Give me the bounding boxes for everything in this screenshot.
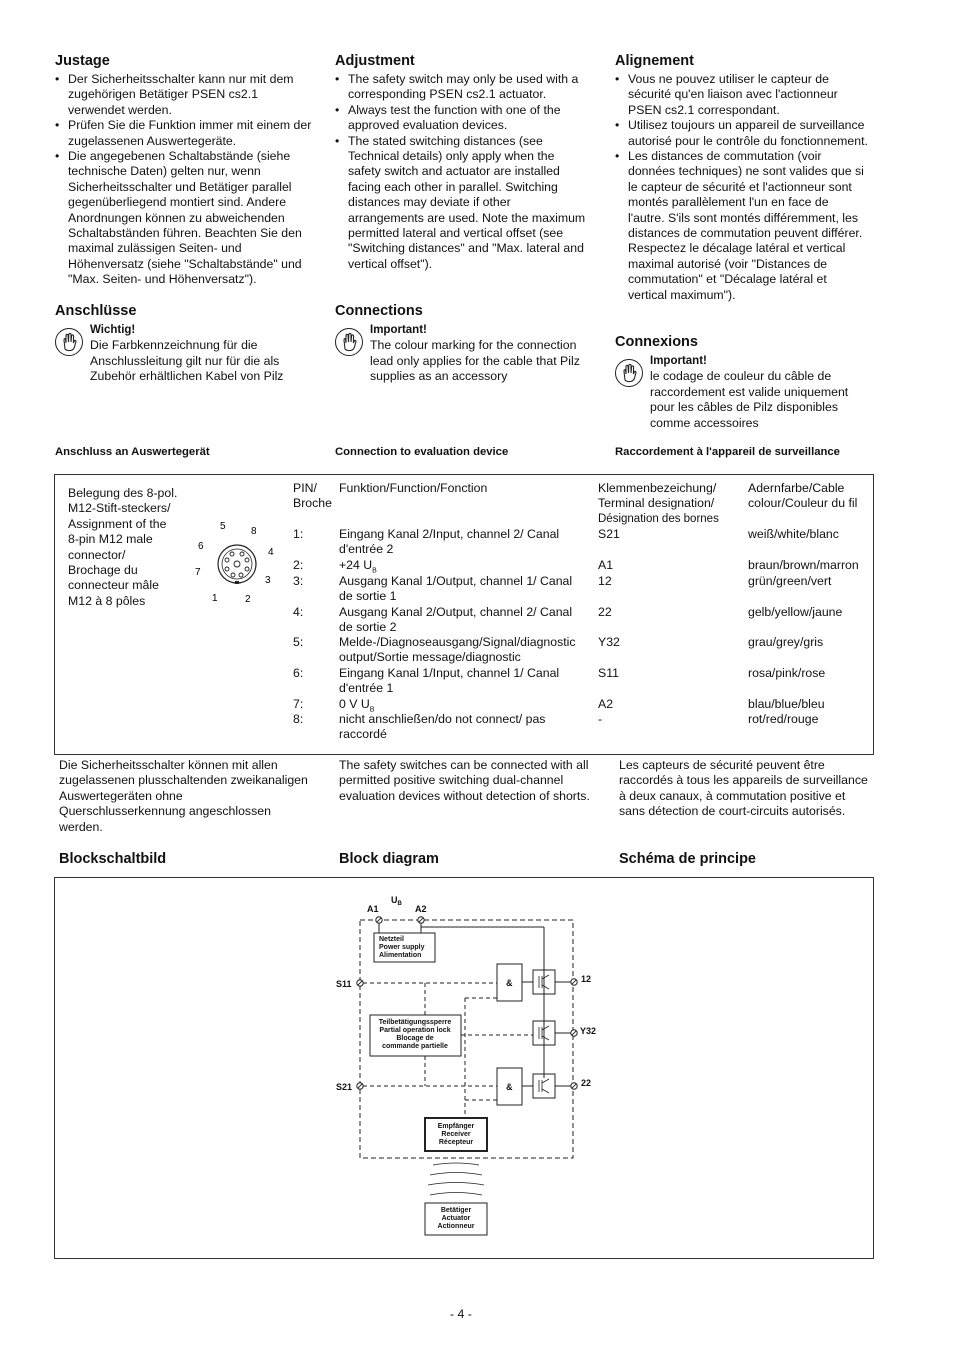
- hand-warning-icon: [335, 328, 363, 356]
- psu-label: Power supply: [379, 944, 425, 951]
- footer-text-fr: Les capteurs de sécurité peuvent être raccordés à tous les appareils de surveillance à deux canaux, à commutation positive et sans détection de court-circuits autorisés.: [619, 758, 868, 819]
- block-diagram-frame: [54, 877, 874, 1259]
- list-item: • Always test the function with one of the approved evaluation devices.: [334, 103, 588, 134]
- actuator-label: Betätiger: [440, 1207, 472, 1214]
- partial-lock-label: Blocage de: [396, 1035, 434, 1042]
- heading-alignement: Alignement: [615, 53, 694, 69]
- pin-colour: rosa/pink/rose: [748, 666, 826, 680]
- pin-number: 1:: [293, 527, 304, 541]
- connector-assignment: Belegung des 8-pol. M12-Stift-steckers/ Assignment of the 8-pin M12 male connector/ Brochage du connecteur mâle M12 à 8 pôles: [68, 486, 178, 608]
- list-item: • Vous ne pouvez utiliser le capteur de sécurité qu'en liaison avec l'actionneur PSEN cs2.1 correspondant.: [614, 72, 868, 118]
- alignement-list: [614, 72, 868, 303]
- pin-label: 1: [212, 593, 218, 604]
- list-item: • Die angegebenen Schaltabstände (siehe technische Daten) gelten nur, wenn Sicherheitsschalter und Betätiger parallel gegenüberliegend montiert sind. Andere Anordnungen können zu abweichenden Schaltabständen führen. Beachten Sie den maximal zulässigen Seiten- und Höhenversatz (siehe "Schaltabstände" und "Max. Seiten- und Höhenversatz").: [54, 149, 316, 288]
- important-note: [370, 322, 590, 385]
- footer-text-en: The safety switches can be connected with all permitted positive switching dual-channel evaluation devices without detection of shorts.: [339, 758, 590, 803]
- list-item: • Utilisez toujours un appareil de surveillance autorisé pour le contrôle du fonctionnement.: [614, 118, 868, 149]
- head-terminal: Klemmenbezeichung/ Terminal designation/: [598, 481, 717, 511]
- out-y32-label: Y32: [580, 1026, 597, 1036]
- s11-label: S11: [336, 979, 352, 989]
- pin-terminal: Y32: [598, 635, 620, 649]
- important-label: Wichtig!: [90, 324, 136, 336]
- important-note: [650, 353, 872, 431]
- sub-heading: Anschluss an Auswertegerät: [55, 446, 210, 458]
- pin-label: 2: [245, 594, 251, 605]
- footer-text-de: Die Sicherheitsschalter können mit allen zugelassenen plusschaltenden zweikanaligen Auswertegeräten ohne Querschlusserkennung angeschlossen werden.: [59, 758, 308, 834]
- heading-anschluesse: Anschlüsse: [55, 303, 137, 319]
- pin-terminal: A2: [598, 697, 614, 711]
- heading-adjustment: Adjustment: [335, 53, 415, 69]
- pin-number: 7:: [293, 697, 304, 711]
- pin-colour: blau/blue/bleu: [748, 697, 825, 711]
- heading-connections: Connections: [335, 303, 423, 319]
- hand-warning-icon: [615, 359, 643, 387]
- pin-number: 2:: [293, 558, 304, 572]
- receiver-label: Empfänger: [437, 1123, 475, 1130]
- important-note: [90, 322, 312, 385]
- page-number: - 4 -: [450, 1307, 472, 1321]
- head-colour: Adernfarbe/Cable colour/Couleur du fil: [748, 481, 858, 511]
- important-text: le codage de couleur du câble de raccordement est valide uniquement pour les câbles de Pilz disponibles comme accessoires: [650, 369, 849, 430]
- partial-lock-label: commande partielle: [382, 1043, 448, 1050]
- pin-number: 5:: [293, 635, 304, 649]
- pin-label: 7: [195, 567, 201, 578]
- pin-colour: grün/green/vert: [748, 574, 832, 588]
- pin-terminal: -: [598, 712, 603, 726]
- out-12-label: 12: [581, 974, 592, 984]
- head-function: Funktion/Function/Fonction: [339, 481, 488, 495]
- pin-number: 8:: [293, 712, 304, 726]
- actuator-label: Actionneur: [437, 1223, 475, 1230]
- s21-label: S21: [336, 1082, 353, 1092]
- pin-terminal: S11: [598, 666, 619, 680]
- pin-function: Ausgang Kanal 2/Output, channel 2/ Canal de sortie 2: [339, 605, 573, 635]
- pin-number: 3:: [293, 574, 304, 588]
- receiver-label: Receiver: [441, 1131, 471, 1138]
- pin-terminal: S21: [598, 527, 620, 541]
- sub-heading: Connection to evaluation device: [335, 446, 509, 458]
- and-label: &: [506, 978, 513, 988]
- heading-block-diagram: Block diagram: [339, 851, 439, 867]
- heading-justage: Justage: [55, 53, 110, 69]
- partial-lock-label: Partial operation lock: [379, 1027, 451, 1034]
- list-item: • Der Sicherheitsschalter kann nur mit dem zugehörigen Betätiger PSEN cs2.1 verwendet werden.: [54, 72, 316, 118]
- pin-number: 6:: [293, 666, 304, 680]
- head-pin: PIN/ Broche: [293, 481, 332, 511]
- pin-label: 6: [198, 541, 204, 552]
- list-item: • The stated switching distances (see Technical details) only apply when the safety switch and actuator are installed facing each other in parallel. Switching distances may deviate if other arrangements are used. Note the maximum permitted lateral and vertical offset (see "Switching distances" and "Max. lateral and vertical offset").: [334, 134, 588, 273]
- partial-lock-label: Teilbetätigungssperre: [378, 1019, 452, 1026]
- heading-schema-de-principe: Schéma de principe: [619, 851, 756, 867]
- pin-label: 5: [220, 521, 226, 532]
- block-diagram: [55, 878, 873, 1258]
- pin-colour: braun/brown/marron: [748, 558, 859, 572]
- pin-function: Melde-/Diagnoseausgang/Signal/diagnostic output/Sortie message/diagnostic: [339, 635, 576, 665]
- pin-function: Ausgang Kanal 1/Output, channel 1/ Canal de sortie 1: [339, 574, 573, 604]
- list-item: • The safety switch may only be used with a corresponding PSEN cs2.1 actuator.: [334, 72, 588, 103]
- psu-label: Alimentation: [379, 952, 422, 959]
- pin-terminal: 22: [598, 605, 612, 619]
- pin-colour: grau/grey/gris: [748, 635, 824, 649]
- important-label: Important!: [370, 324, 427, 336]
- adjustment-list: [334, 72, 588, 272]
- a1-label: A1: [367, 904, 379, 914]
- head-terminal-fr: Désignation des bornes: [598, 513, 719, 525]
- pin-label: 3: [265, 575, 271, 586]
- psu-label: Netzteil: [379, 936, 404, 943]
- actuator-label: Actuator: [441, 1215, 471, 1222]
- pin-label: 4: [268, 547, 274, 558]
- pin-terminal: A1: [598, 558, 614, 572]
- pin-function: 0 V $U_B$: [339, 697, 375, 714]
- pin-label: 8: [251, 526, 257, 537]
- ub-label: $U_B$: [391, 895, 402, 907]
- list-item: • Les distances de commutation (voir données techniques) ne sont valides que si le capteur de sécurité et l'actionneur sont montés parallèlement l'un en face de l'autre. S'ils sont montés différemment, les distances de commutation peuvent différer. Respectez le décalage latéral et vertical maximal autorisé (voir "Distances de commutation" et "Décalage latéral et vertical maximum").: [614, 149, 868, 303]
- a2-label: A2: [415, 904, 427, 914]
- sub-heading: Raccordement à l'appareil de surveillance: [615, 446, 840, 458]
- important-label: Important!: [650, 355, 707, 367]
- and-label: &: [506, 1082, 513, 1092]
- pin-function: Eingang Kanal 2/Input, channel 2/ Canal d'entrée 2: [339, 527, 560, 557]
- important-text: The colour marking for the connection lead only applies for the cable that Pilz supplies as an accessory: [370, 338, 580, 384]
- list-item: • Prüfen Sie die Funktion immer mit einem der zugelassenen Auswertegeräte.: [54, 118, 316, 149]
- pin-function: Eingang Kanal 1/Input, channel 1/ Canal d'entrée 1: [339, 666, 560, 696]
- pin-table: [54, 474, 874, 755]
- heading-blockschaltbild: Blockschaltbild: [59, 851, 167, 867]
- important-text: Die Farbkennzeichnung für die Anschlussleitung gilt nur für die als Zubehör erhältlichen Kabel von Pilz: [90, 338, 284, 384]
- pin-colour: rot/red/rouge: [748, 712, 819, 726]
- out-22-label: 22: [581, 1078, 592, 1088]
- pin-colour: weiß/white/blanc: [748, 527, 839, 541]
- heading-connexions: Connexions: [615, 334, 698, 350]
- m12-connector-icon: [190, 519, 280, 609]
- pin-number: 4:: [293, 605, 304, 619]
- pin-function: +24 $U_B$: [339, 558, 377, 575]
- receiver-label: Récepteur: [438, 1139, 474, 1146]
- pin-colour: gelb/yellow/jaune: [748, 605, 843, 619]
- hand-warning-icon: [55, 328, 83, 356]
- justage-list: [54, 72, 316, 288]
- pin-function: nicht anschließen/do not connect/ pas raccordé: [339, 712, 546, 742]
- pin-terminal: 12: [598, 574, 612, 588]
